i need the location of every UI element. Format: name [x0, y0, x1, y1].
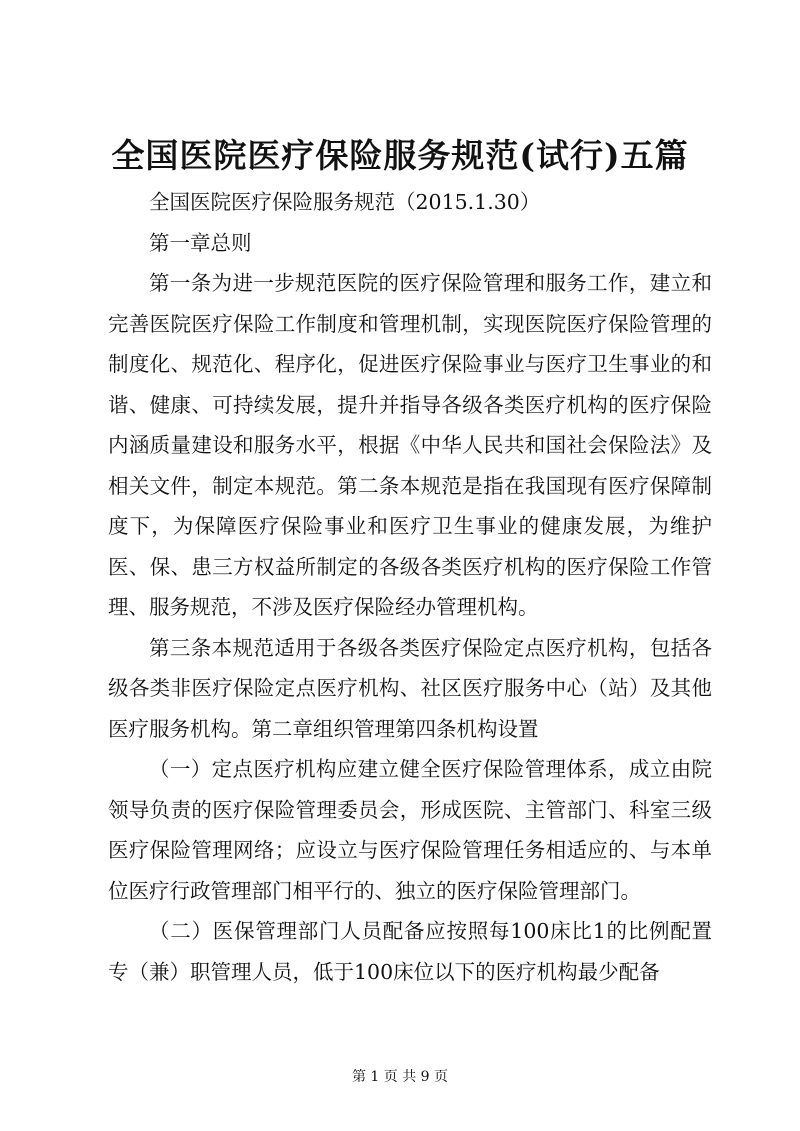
document-title: 全国医院医疗保险服务规范(试行)五篇 [111, 136, 689, 175]
paragraph-item-2: （二）医保管理部门人员配备应按照每100床比1的比例配置专（兼）职管理人员，低于100床位以下的医疗机构最少配备 [108, 919, 712, 984]
paragraph-chapter-heading: 第一章总则 [149, 230, 252, 255]
paragraph-item-1: （一）定点医疗机构应建立健全医疗保险管理体系，成立由院领导负责的医疗保险管理委员会，形成医院、主管部门、科室三级医疗保险管理网络；应设立与医疗保险管理任务相适应的、与本单位医疗行政管理部门相平行的、独立的医疗保险管理部门。 [108, 757, 712, 903]
document-body [108, 182, 712, 992]
paragraph-subtitle: 全国医院医疗保险服务规范（2015.1.30） [149, 190, 541, 214]
paragraph-article-1-2: 第一条为进一步规范医院的医疗保险管理和服务工作，建立和完善医院医疗保险工作制度和管理机制，实现医院医疗保险管理的制度化、规范化、程序化，促进医疗保险事业与医疗卫生事业的和谐、健康、可持续发展，提升并指导各级各类医疗机构的医疗保险内涵质量建设和服务水平，根据《中华人民共和国社会保险法》及相关文件，制定本规范。第二条本规范是指在我国现有医疗保障制度下，为保障医疗保险事业和医疗卫生事业的健康发展，为维护医、保、患三方权益所制定的各级各类医疗机构的医疗保险工作管理、服务规范，不涉及医疗保险经办管理机构。 [108, 271, 712, 619]
page-number-footer: 第 1 页 共 9 页 [351, 1069, 449, 1085]
paragraph-article-3: 第三条本规范适用于各级各类医疗保险定点医疗机构，包括各级各类非医疗保险定点医疗机构、社区医疗服务中心（站）及其他医疗服务机构。第二章组织管理第四条机构设置 [108, 635, 712, 741]
